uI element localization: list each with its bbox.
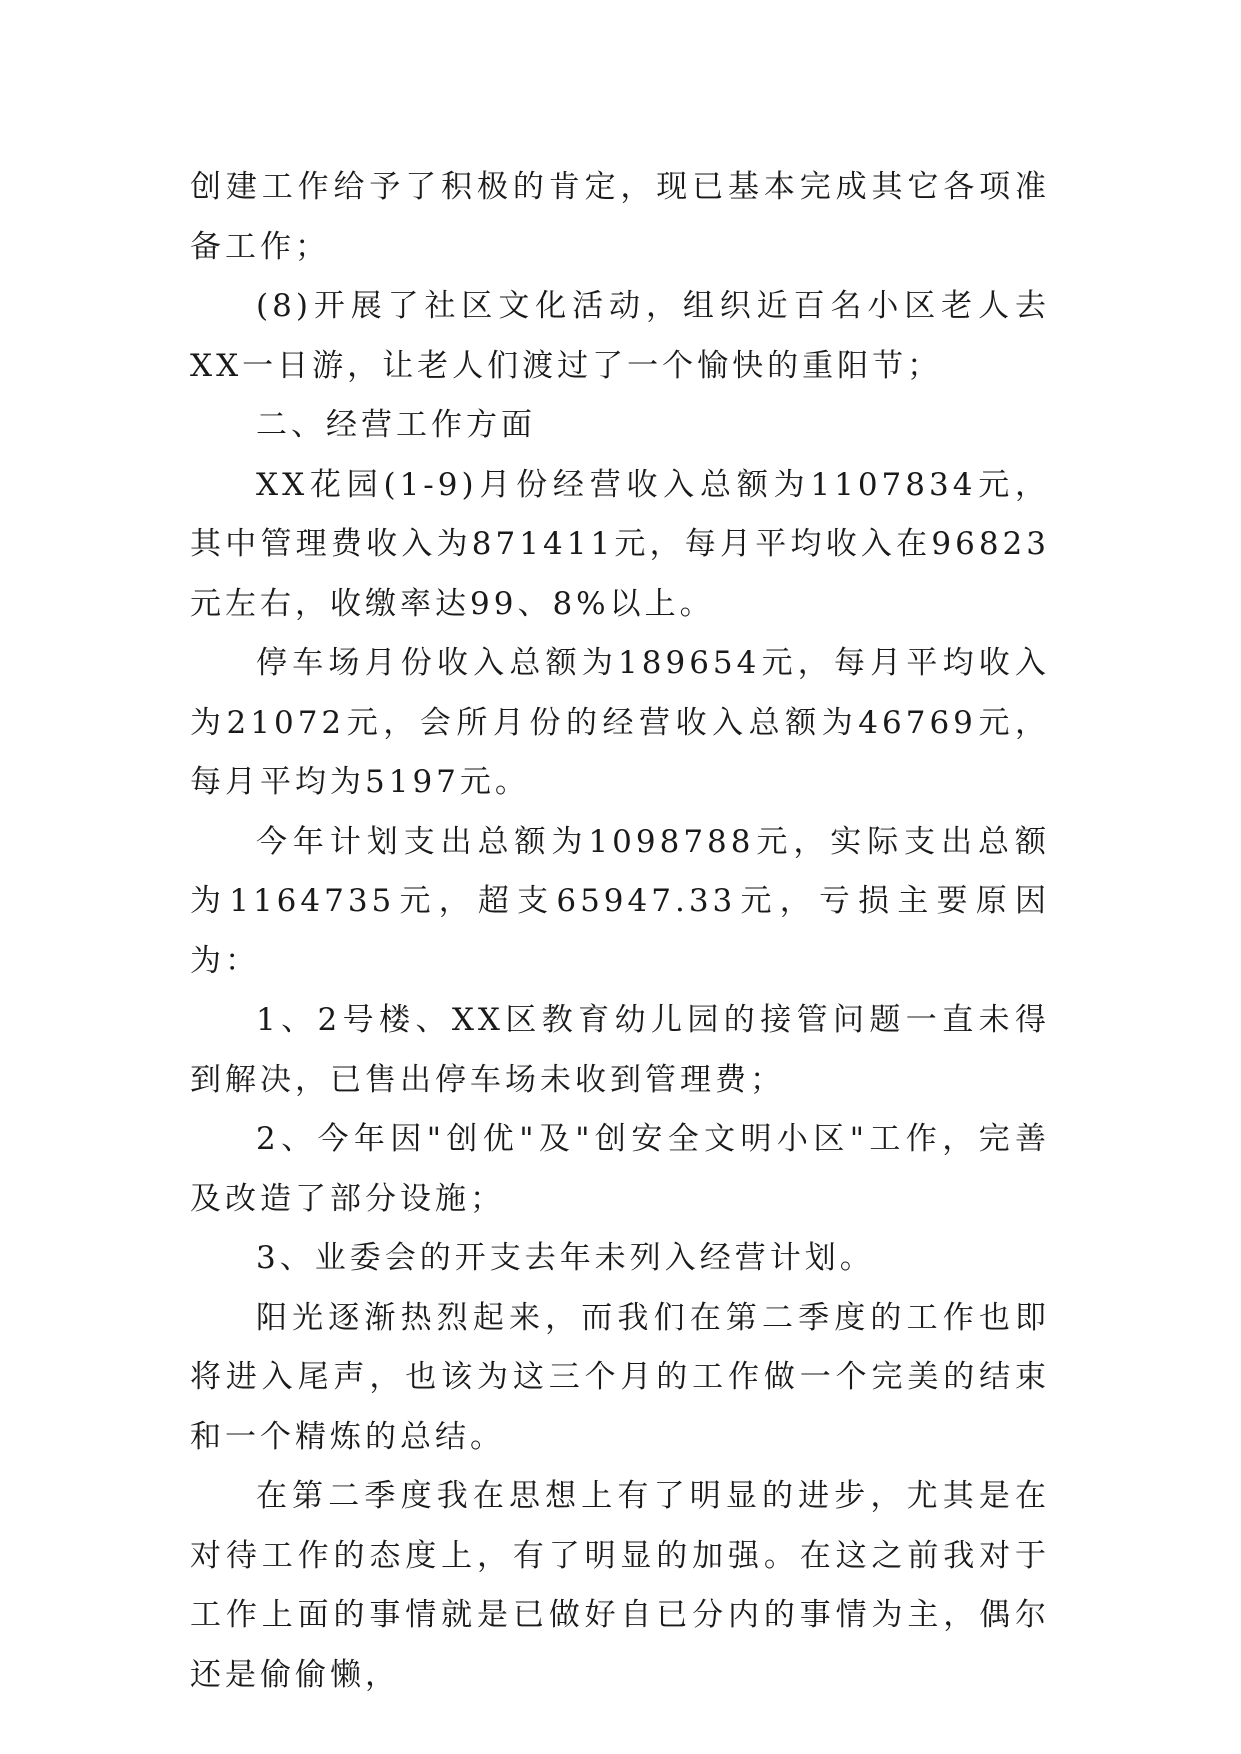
- paragraph-parking: 停车场月份收入总额为189654元，每月平均收入为21072元，会所月份的经营收入总额为46769元，每月平均为5197元。: [190, 645, 1050, 800]
- paragraph-q2-thoughts: 在第二季度我在思想上有了明显的进步，尤其是在对待工作的态度上，有了明显的加强。在这之前我对于工作上面的事情就是已做好自已分内的事情为主，偶尔还是偷偷懒，: [190, 1478, 1050, 1693]
- paragraph-2: (8)开展了社区文化活动，组织近百名小区老人去XX一日游，让老人们渡过了一个愉快的重阳节；: [190, 288, 1050, 384]
- list-item-reason-1: 1、2号楼、XX区教育幼儿园的接管问题一直未得到解决，已售出停车场未收到管理费；: [190, 1002, 1050, 1098]
- list-item-reason-3: 3、业委会的开支去年未列入经营计划。: [256, 1240, 875, 1276]
- paragraph-expenditure: 今年计划支出总额为1098788元，实际支出总额为1164735元，超支65947.33元，亏损主要原因为：: [190, 823, 1050, 979]
- list-item-reason-2: 2、今年因"创优"及"创安全文明小区"工作，完善及改造了部分设施；: [190, 1121, 1050, 1217]
- paragraph-q2-intro: 阳光逐渐热烈起来，而我们在第二季度的工作也即将进入尾声，也该为这三个月的工作做一个完美的结束和一个精炼的总结。: [190, 1299, 1050, 1455]
- paragraph-1: 创建工作给予了积极的肯定，现已基本完成其它各项准备工作；: [190, 169, 1050, 265]
- paragraph-revenue: XX花园(1-9)月份经营收入总额为1107834元，其中管理费收入为871411元，每月平均收入在96823元左右，收缴率达99、8%以上。: [190, 466, 1050, 622]
- section-heading-operations: 二、经营工作方面: [256, 407, 536, 443]
- document-body: [190, 158, 1050, 1705]
